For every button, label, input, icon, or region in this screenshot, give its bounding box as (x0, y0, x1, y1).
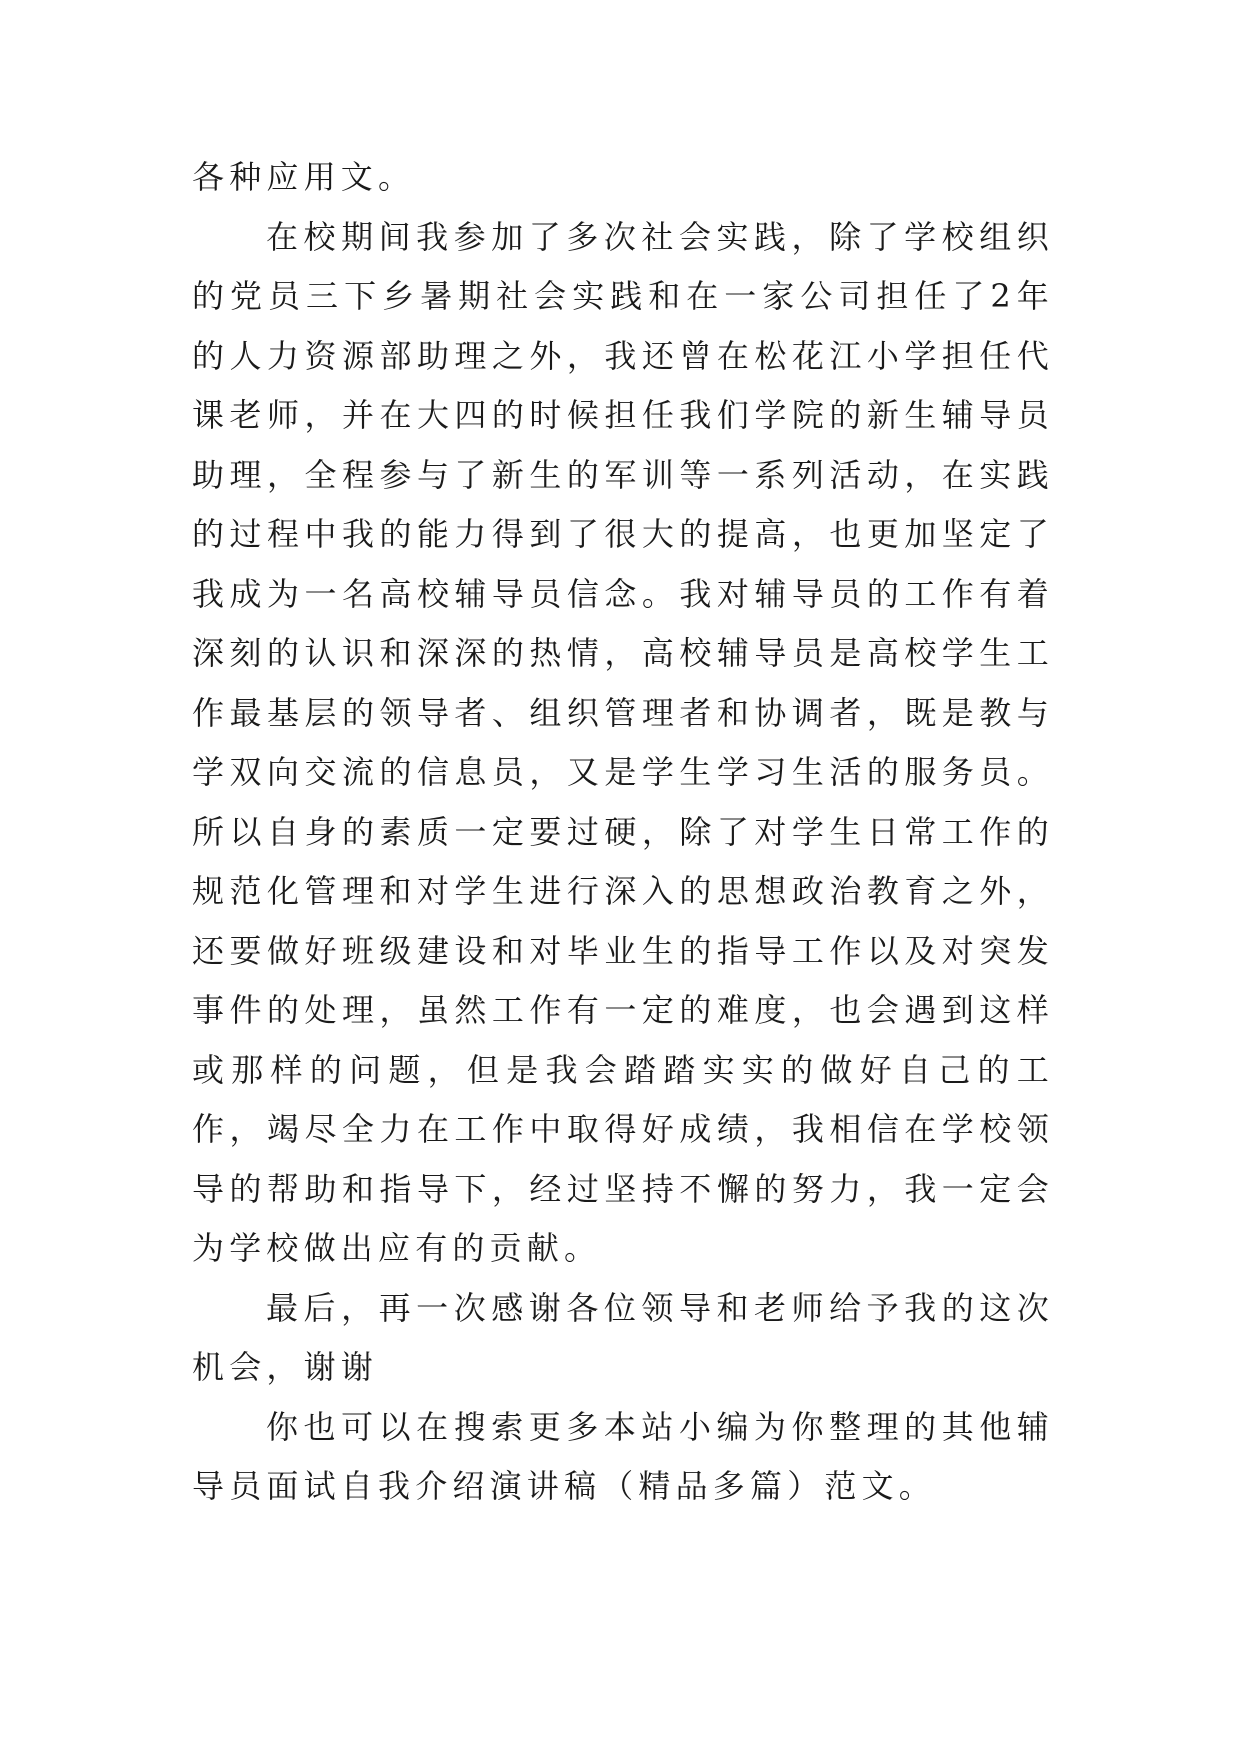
paragraph-site-note: 你也可以在搜索更多本站小编为你整理的其他辅导员面试自我介绍演讲稿（精品多篇）范文。 (192, 1407, 1054, 1505)
document-body (192, 148, 1054, 1517)
paragraph-social-practice: 在校期间我参加了多次社会实践，除了学校组织的党员三下乡暑期社会实践和在一家公司担任了2年的人力资源部助理之外，我还曾在松花江小学担任代课老师，并在大四的时候担任我们学院的新生辅导员助理，全程参与了新生的军训等一系列活动，在实践的过程中我的能力得到了很大的提高，也更加坚定了我成为一名高校辅导员信念。我对辅导员的工作有着深刻的认识和深深的热情，高校辅导员是高校学生工作最基层的领导者、组织管理者和协调者，既是教与学双向交流的信息员，又是学生学习生活的服务员。所以自身的素质一定要过硬，除了对学生日常工作的规范化管理和对学生进行深入的思想政治教育之外，还要做好班级建设和对毕业生的指导工作以及对突发事件的处理，虽然工作有一定的难度，也会遇到这样或那样的问题，但是我会踏踏实实的做好自己的工作，竭尽全力在工作中取得好成绩，我相信在学校领导的帮助和指导下，经过坚持不懈的努力，我一定会为学校做出应有的贡献。 (192, 217, 1054, 1267)
paragraph-thanks: 最后，再一次感谢各位领导和老师给予我的这次机会，谢谢 (192, 1288, 1054, 1386)
paragraph-continuation: 各种应用文。 (192, 158, 416, 196)
